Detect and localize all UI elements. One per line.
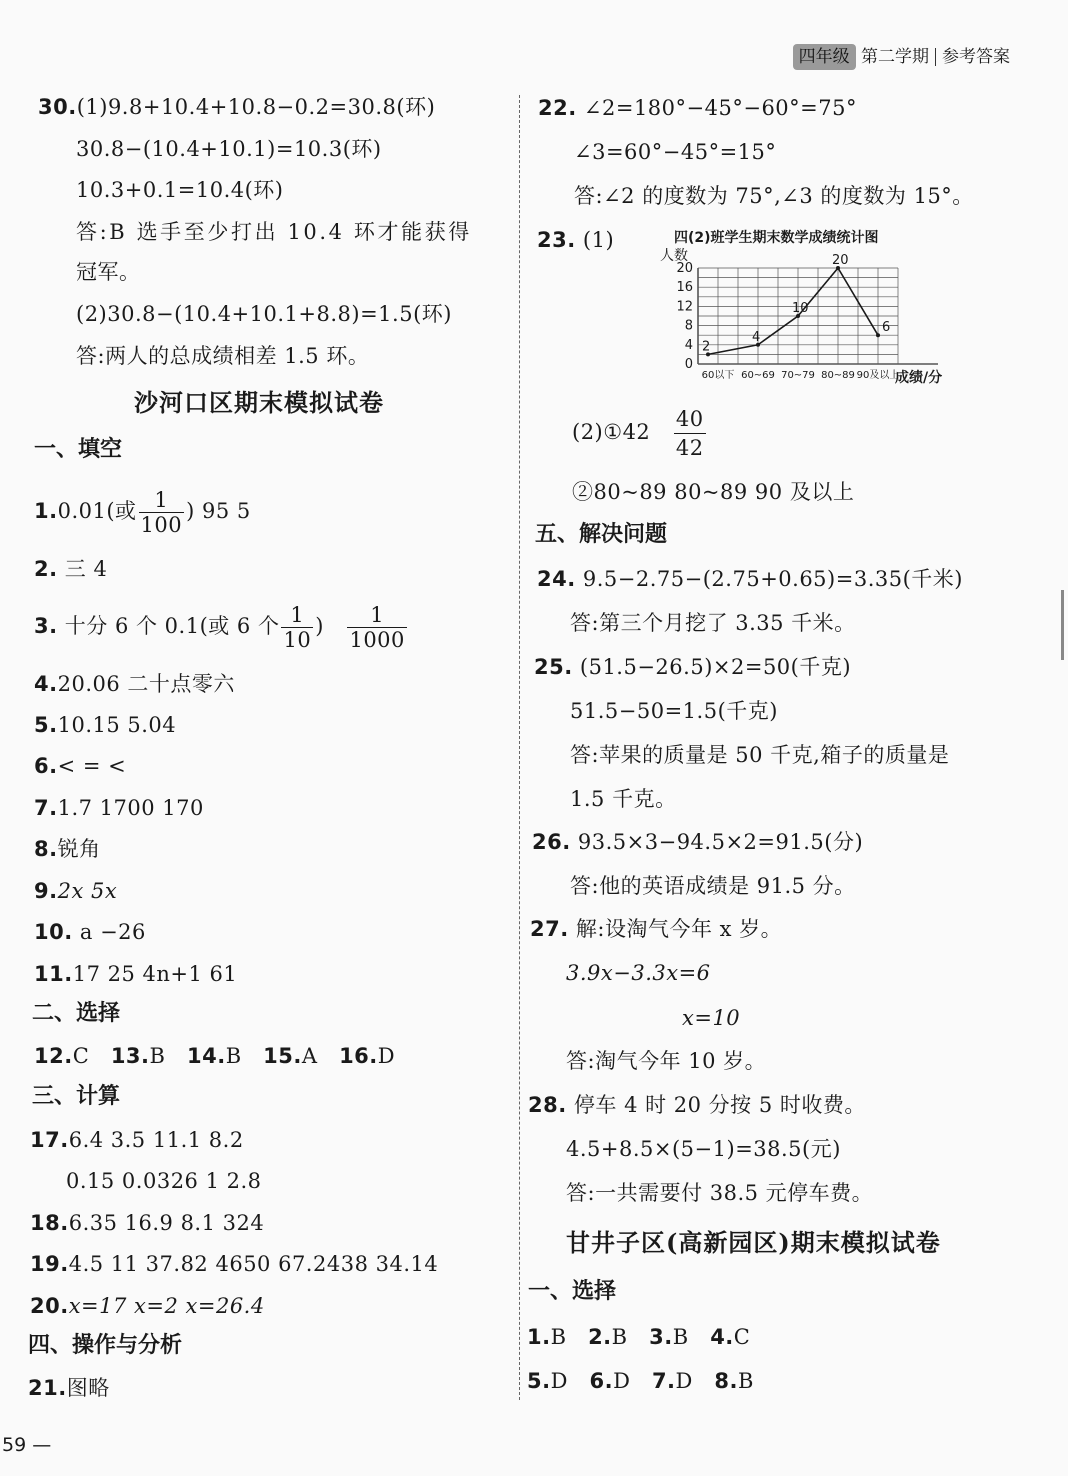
q30-line3: 10.3+0.1=10.4(环)	[76, 178, 284, 202]
data-label: 2	[702, 339, 711, 355]
y-tick-label: 12	[676, 299, 693, 315]
column-divider	[519, 95, 520, 1400]
data-label: 10	[792, 301, 809, 316]
section-choice-2: 一、选择	[528, 1279, 617, 1304]
q3-fraction-1: $\frac{1}{10}$	[283, 603, 312, 652]
q1-line: 1.0.01(或 $\frac{1}{100}$ ) 95 5	[34, 488, 251, 537]
q28-line1: 28. 停车 4 时 20 分按 5 时收费。	[528, 1093, 866, 1117]
section-solve: 五、解决问题	[535, 522, 668, 547]
section-choice: 二、选择	[32, 1001, 121, 1026]
q3-fraction-2: $\frac{1}{1000}$	[349, 603, 405, 652]
x-tick-label: 60以下	[701, 370, 735, 381]
q23-fraction: $\frac{40}{42}$	[675, 407, 704, 460]
q7-line: 7.1.7 1700 170	[34, 796, 204, 820]
q27-line1: 27. 解:设淘气今年 x 岁。	[530, 917, 783, 941]
data-label: 6	[882, 320, 891, 336]
section-calculation: 三、计算	[32, 1084, 121, 1109]
q25-line4: 1.5 千克。	[570, 787, 677, 811]
x-tick-label: 70~79	[781, 370, 815, 381]
q17-line2: 0.15 0.0326 1 2.8	[66, 1169, 262, 1193]
q22-line2: ∠3=60°−45°=15°	[574, 140, 777, 164]
data-point	[876, 333, 880, 337]
grade-badge: 四年级	[793, 44, 856, 70]
section-label: 参考答案	[942, 47, 1010, 67]
mc-line1: 1.B 2.B 3.B 4.C	[527, 1325, 751, 1349]
exam-title-ganjingzi: 甘井子区(高新园区)期末模拟试卷	[566, 1228, 941, 1257]
data-label: 20	[832, 253, 849, 268]
q28-line2: 4.5+8.5×(5−1)=38.5(元)	[566, 1137, 841, 1161]
q9-line: 9.2x 5x	[34, 879, 118, 903]
section-operation: 四、操作与分析	[28, 1333, 183, 1358]
y-tick-label: 8	[684, 318, 693, 334]
q26-line2: 答:他的英语成绩是 91.5 分。	[570, 874, 856, 898]
q26-line1: 26. 93.5×3−94.5×2=91.5(分)	[532, 830, 864, 854]
q30-line5: 冠军。	[76, 260, 141, 284]
x-tick-label: 60~69	[741, 370, 775, 381]
y-tick-label: 16	[676, 280, 693, 296]
q23-part2b: ②80~89 80~89 90 及以上	[572, 480, 855, 504]
data-label: 4	[752, 329, 761, 345]
q30-line7: 答:两人的总成绩相差 1.5 环。	[76, 344, 370, 368]
q25-line2: 51.5−50=1.5(千克)	[570, 699, 778, 723]
chart-xlabel: 成绩/分	[895, 370, 943, 386]
q22-line3: 答:∠2 的度数为 75°,∠3 的度数为 15°。	[574, 184, 974, 208]
q27-line4: 答:淘气今年 10 岁。	[566, 1049, 767, 1073]
q12-16-line: 12.C 13.B 14.B 15.A 16.D	[34, 1044, 396, 1068]
q5-line: 5.10.15 5.04	[34, 713, 177, 737]
q28-line3: 答:一共需要付 38.5 元停车费。	[566, 1181, 874, 1205]
page-edge-mark	[1061, 590, 1064, 660]
q10-line: 10. a −26	[34, 920, 146, 944]
x-tick-label: 80~89	[821, 370, 855, 381]
page-header	[793, 44, 1010, 70]
q18-line: 18.6.35 16.9 8.1 324	[30, 1211, 265, 1235]
q30-line2: 30.8−(10.4+10.1)=10.3(环)	[76, 137, 382, 161]
q1-fraction: $\frac{1}{100}$	[140, 488, 183, 537]
q25-line3: 答:苹果的质量是 50 千克,箱子的质量是	[570, 743, 950, 767]
q4-line: 4.20.06 二十点零六	[34, 672, 235, 696]
q8-line: 8.锐角	[34, 837, 101, 861]
q27-line2: 3.9x−3.3x=6	[566, 961, 711, 985]
page-number: 59 —	[2, 1434, 52, 1456]
q11-line: 11.17 25 4n+1 61	[34, 962, 238, 986]
y-tick-label: 20	[676, 261, 693, 276]
q21-line: 21.图略	[28, 1376, 110, 1400]
q23-part2a: (2)①42 $\frac{40}{42}$	[572, 407, 704, 460]
q17-line1: 17.6.4 3.5 11.1 8.2	[30, 1128, 244, 1152]
y-tick-label: 4	[684, 337, 693, 353]
header-separator	[935, 48, 936, 66]
q24-line1: 24. 9.5−2.75−(2.75+0.65)=3.35(千米)	[537, 567, 963, 591]
q25-line1: 25. (51.5−26.5)×2=50(千克)	[534, 655, 852, 679]
section-fill-blank: 一、填空	[34, 437, 123, 462]
term-label: 第二学期	[861, 47, 929, 67]
q30-line1: 30.(1)9.8+10.4+10.8−0.2=30.8(环)	[38, 95, 436, 119]
q22-line1: 22. ∠2=180°−45°−60°=75°	[538, 96, 857, 120]
exam-title-shahekou: 沙河口区期末模拟试卷	[134, 388, 384, 417]
chart-ylabel: 人数	[660, 248, 688, 264]
chart-title: 四(2)班学生期末数学成绩统计图	[674, 230, 879, 246]
q30-line6: (2)30.8−(10.4+10.1+8.8)=1.5(环)	[76, 302, 452, 326]
q30-line4: 答:B 选手至少打出 10.4 环才能获得	[76, 220, 472, 244]
q6-line: 6.< = <	[34, 754, 127, 778]
mc-line2: 5.D 6.D 7.D 8.B	[527, 1369, 754, 1393]
y-tick-label: 0	[684, 357, 693, 372]
q23-part1: 23. (1)	[537, 228, 615, 252]
q19-line: 19.4.5 11 37.82 4650 67.2438 34.14	[30, 1252, 439, 1276]
q27-line3: x=10	[682, 1006, 741, 1030]
q2-line: 2. 三 4	[34, 557, 108, 581]
score-line-chart	[650, 222, 970, 390]
q3-line: 3. 十分 6 个 0.1(或 6 个 $\frac{1}{10}$ ) $\frac{1}{1000}$	[34, 603, 405, 652]
q20-line: 20.x=17 x=2 x=26.4	[30, 1294, 265, 1318]
q24-line2: 答:第三个月挖了 3.35 千米。	[570, 611, 856, 635]
x-tick-label: 90及以上	[856, 370, 900, 381]
